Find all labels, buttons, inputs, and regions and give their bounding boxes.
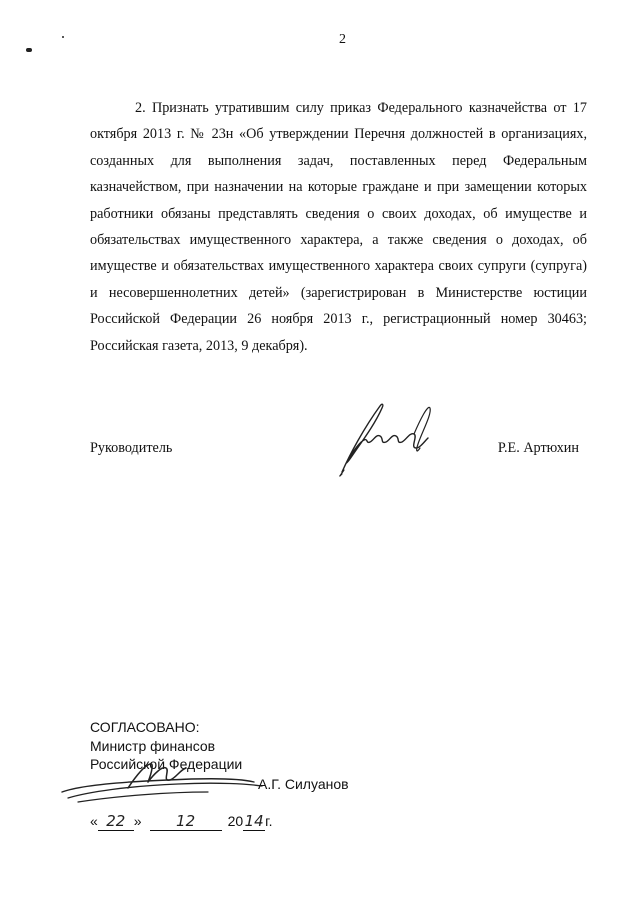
date-month-field: 12 <box>150 812 222 831</box>
date-year-prefix: 20 <box>227 813 244 829</box>
approval-signer-name: А.Г. Силуанов <box>258 776 349 792</box>
date-close-quote: » <box>133 813 142 829</box>
body-text <box>90 95 587 359</box>
page-number: 2 <box>339 32 346 47</box>
signer-name: Р.Е. Артюхин <box>497 440 579 456</box>
approval-position: Министр финансов <box>90 737 216 754</box>
approval-date <box>90 812 272 831</box>
paragraph-item-2: 2. Признать утратившим силу приказ Федерального казначейства от 17 октября 2013 г. № 23н «Об утверждении Перечня должностей в организациях, созданных для выполнения задач, поставленных перед Федеральным казначейством, при назначении на которые граждане и при замещении которых работники обязаны представлять сведения о своих доходах, об имуществе и обязательствах имущественного характера, а также сведения о доходах, об имуществе и обязательствах имущественного характера своих супруги (супруга) и несовершеннолетних детей» (зарегистрирован в Министерстве юстиции Российской Федерации 26 ноября 2013 г., регистрационный номер 30463; Российская газета, 2013, 9 декабря). <box>90 100 587 354</box>
scan-artifact <box>26 48 32 52</box>
date-year-field: 14 <box>244 812 264 830</box>
handwritten-signature <box>58 752 268 812</box>
approval-organization: Российской Федерации <box>90 756 243 772</box>
scan-artifact <box>62 36 64 38</box>
handwritten-signature <box>330 398 440 480</box>
date-suffix: г. <box>265 813 273 829</box>
date-open-quote: « <box>90 813 98 829</box>
date-day-field: 22 <box>98 812 134 831</box>
approval-heading: СОГЛАСОВАНО: <box>90 719 200 735</box>
signer-position: Руководитель <box>90 440 173 456</box>
